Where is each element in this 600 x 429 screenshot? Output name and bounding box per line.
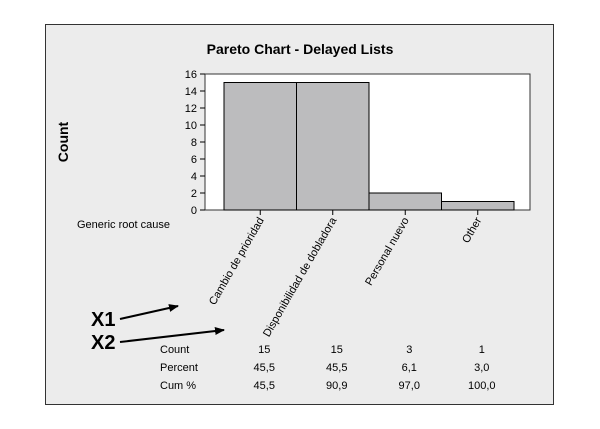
x-tick-label: Cambio de prioridad [206, 215, 267, 308]
chart-title: Pareto Chart - Delayed Lists [206, 41, 394, 57]
table-cell: 45,5 [253, 362, 275, 374]
annotation-arrow [120, 330, 224, 342]
bar [369, 193, 442, 210]
table-cell: 45,5 [326, 362, 348, 374]
table-cell: 3,0 [474, 362, 490, 374]
annotations [91, 306, 224, 354]
bar [442, 202, 515, 211]
y-tick-label: 12 [184, 103, 197, 115]
y-tick-label: 0 [190, 205, 197, 217]
table-row-label: Cum % [160, 380, 197, 392]
table-cell: 15 [258, 344, 271, 356]
x-axis-label: Generic root cause [77, 219, 170, 231]
y-tick-label: 14 [184, 86, 197, 98]
x-tick-label: Disponibilidad de dobladora [261, 215, 340, 340]
table-row-label: Percent [160, 362, 198, 374]
y-tick-label: 10 [184, 120, 197, 132]
table-cell: 97,0 [398, 380, 420, 392]
y-tick-label: 4 [190, 171, 197, 183]
x-axis [260, 210, 478, 215]
annotation-label: X2 [91, 332, 116, 354]
table-cell: 3 [406, 344, 413, 356]
table-cell: 100,0 [467, 380, 496, 392]
table-cell: 1 [478, 344, 485, 356]
table-cell: 15 [330, 344, 343, 356]
table-cell: 45,5 [253, 380, 275, 392]
table-row-label: Count [160, 344, 190, 356]
y-axis-label: Count [55, 121, 71, 163]
bar [224, 83, 297, 211]
stats-table [160, 344, 496, 392]
y-tick-label: 16 [184, 69, 197, 81]
y-tick-label: 8 [190, 137, 197, 149]
x-tick-label: Personal nuevo [363, 215, 412, 288]
x-tick-labels [207, 215, 485, 339]
y-tick-label: 2 [190, 188, 197, 200]
bar [297, 83, 370, 211]
y-tick-label: 6 [190, 154, 197, 166]
table-cell: 90,9 [326, 380, 348, 392]
annotation-arrow [120, 306, 178, 319]
table-cell: 6,1 [401, 362, 417, 374]
annotation-label: X1 [91, 309, 116, 331]
x-tick-label: Other [460, 215, 485, 246]
y-axis [185, 69, 205, 217]
